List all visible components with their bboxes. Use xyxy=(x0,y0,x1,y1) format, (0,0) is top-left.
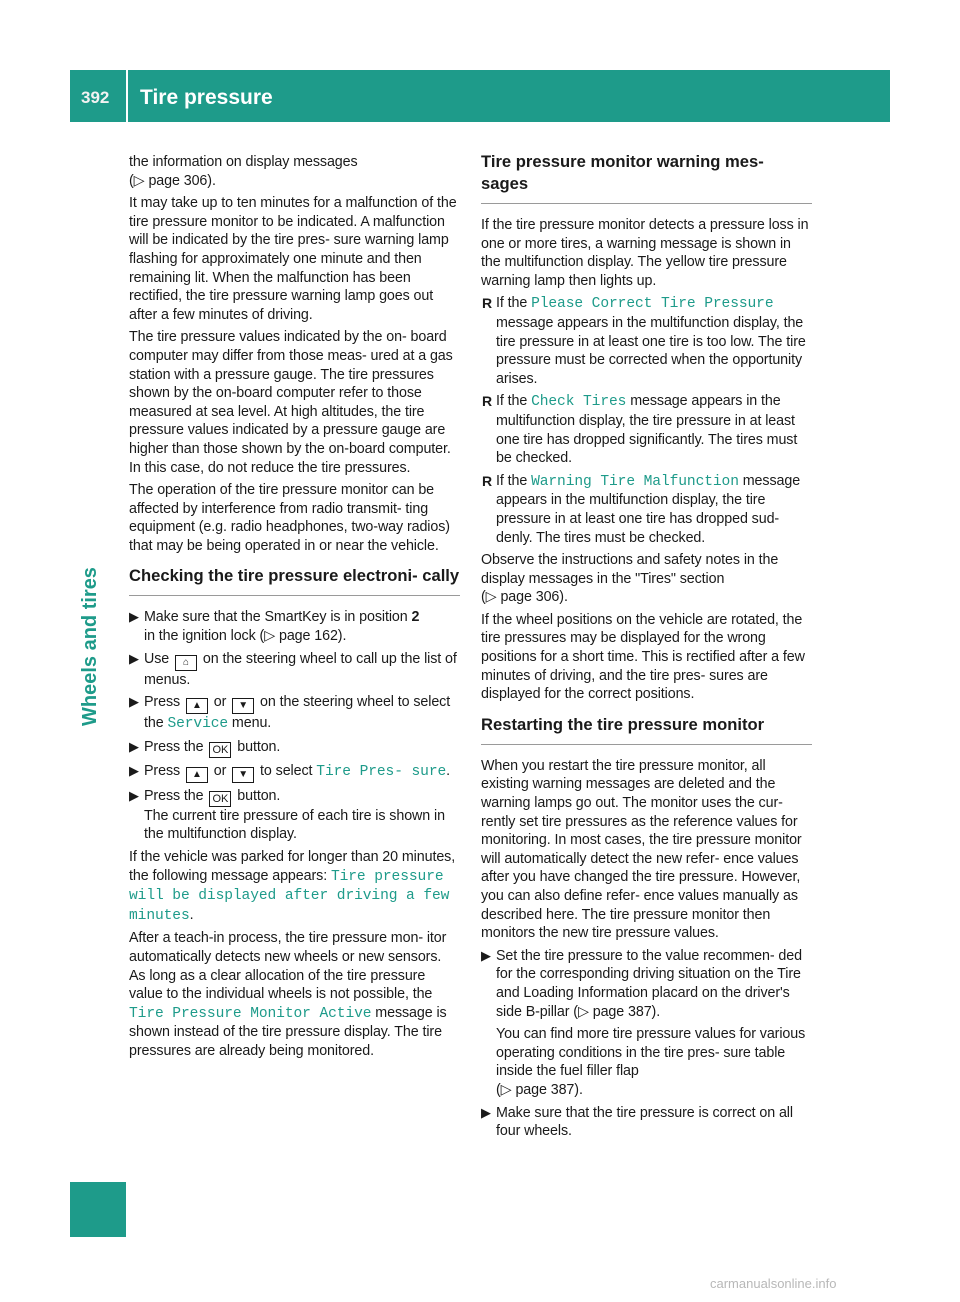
step-item: ▶ Press the OK button. The current tire pressure of each tire is shown in the multifunction display. xyxy=(129,787,445,843)
up-key-icon: ▲ xyxy=(186,698,208,714)
paragraph: the information on display messages (▷ page 306). xyxy=(129,154,358,189)
page-ref-icon: ▷ xyxy=(500,1081,512,1098)
step-item: ▶ Make sure that the tire pressure is correct on all four wheels. xyxy=(481,1104,793,1140)
page-title: Tire pressure xyxy=(140,86,273,109)
arrow-icon: ▶ xyxy=(481,947,491,963)
paragraph: When you restart the tire pressure monitor, all existing warning messages are deleted and the warning lamps go out. The monitor uses the cur- rently set tire pressures as the reference values for monitoring. In most cases, the tire pressure monitor will automatically detect the new refer- ence values after you have changed the tire pressure. However, you can also define refer- ence values manually as described here. The tire pressure monitor then monitors the new tire pressure values. xyxy=(481,757,802,942)
page-ref-icon: ▷ xyxy=(577,1003,589,1020)
arrow-icon: ▶ xyxy=(129,609,139,625)
up-key-icon: ▲ xyxy=(186,767,208,783)
arrow-icon: ▶ xyxy=(129,650,139,666)
arrow-icon: ▶ xyxy=(129,787,139,803)
section-heading: Restarting the tire pressure monitor xyxy=(481,714,765,734)
page-number: 392 xyxy=(81,88,110,107)
heading-rule xyxy=(481,744,812,745)
arrow-icon: ▶ xyxy=(129,738,139,754)
paragraph: Observe the instructions and safety notes in the display messages in the "Tires" section (▷ page 306). xyxy=(481,552,779,606)
home-icon: ⌂ xyxy=(175,655,197,671)
heading-rule xyxy=(481,203,812,204)
left-column xyxy=(129,153,460,1065)
page-ref-icon: ▷ xyxy=(264,628,276,645)
page-ref-icon: ▷ xyxy=(485,589,497,606)
arrow-icon: ▶ xyxy=(129,762,139,778)
paragraph: If the vehicle was parked for longer than 20 minutes, the following message appears: Tire pressure will be displayed after driving a few minutes. xyxy=(129,849,456,924)
bullet-icon: R xyxy=(482,472,493,489)
paragraph: After a teach-in process, the tire pressure mon- itor automatically detects new wheels or new sensors. As long as a clear allocation of the tire pressure value to the individual wheels is not possible, the Tire Pressure Monitor Active message is shown instead of the tire pressure display. The tire pressures are already being monitored. xyxy=(129,930,447,1059)
watermark: carmanualsonline.info xyxy=(710,1276,837,1291)
bullet-icon: R xyxy=(482,295,493,312)
right-column xyxy=(481,151,812,1145)
heading-rule xyxy=(129,595,460,596)
paragraph: The tire pressure values indicated by the on- board computer may differ from those meas- ured at a gas station with a pressure gauge. The tire pressures shown by the on-board computer refer to those measured at sea level. At high altitudes, the tire pressure values indicated by a pressure gauge are higher than those shown by the on-board computer. In this case, do not reduce the tire pressures. xyxy=(129,329,453,476)
paragraph: It may take up to ten minutes for a malfunction of the tire pressure monitor to be indicated. A malfunction will be indicated by the tire pres- sure warning lamp flashing for approximately one minute and then remaining lit. When the malfunction has been rectified, the tire pressure warning lamp goes out after a few minutes of driving. xyxy=(129,195,457,323)
paragraph: The operation of the tire pressure monitor can be affected by interference from radio transmit- ting equipment (e.g. radio headphones, two-way radios) that may be being operated in or near the vehicle. xyxy=(129,482,450,554)
ok-key-icon: OK xyxy=(209,742,231,758)
paragraph: If the tire pressure monitor detects a pressure loss in one or more tires, a warning message is shown in the multifunction display. The yellow tire pressure warning lamp then lights up. xyxy=(481,217,809,289)
section-tab-label xyxy=(78,702,98,726)
bullet-icon: R xyxy=(482,393,493,410)
bullet-item: R If the Check Tires message appears in the multifunction display, the tire pressure in at least one tire has dropped significantly. The tires must be checked. xyxy=(482,393,798,467)
paragraph: If the wheel positions on the vehicle are rotated, the tire pressures may be displayed for the wrong positions for a short time. This is rectified after a few minutes of driving, and the tire pres- sures are displayed for the correct positions. xyxy=(481,611,805,703)
section-tab-marker xyxy=(70,1182,126,1237)
step-item: ▶ Make sure that the SmartKey is in position 2 in the ignition lock (▷ page 162). xyxy=(129,609,420,645)
bullet-item: R If the Warning Tire Malfunction message appears in the multifunction display, the tire pressure in at least one tire has dropped sud- denly. The tires must be checked. xyxy=(482,472,801,546)
step-item: ▶ Press the OK button. xyxy=(129,738,281,756)
ok-key-icon: OK xyxy=(209,791,231,807)
step-item: ▶ Use ⌂ on the steering wheel to call up the list of menus. xyxy=(129,650,457,688)
down-key-icon: ▼ xyxy=(232,767,254,783)
step-item: ▶ Press ▲ or ▼ on the steering wheel to select the Service menu. xyxy=(129,694,451,733)
step-item: ▶ Set the tire pressure to the value recommen- ded for the corresponding driving situation on the Tire and Loading Information placard on the driver's side B-pillar (▷ page 387). You can find more tire pressure values for various operating conditions in the tire pres- sure table inside the fuel filler flap (▷ page 387). xyxy=(481,947,806,1098)
arrow-icon: ▶ xyxy=(481,1104,491,1120)
section-heading: Checking the tire pressure electroni- cally xyxy=(129,566,460,586)
down-key-icon: ▼ xyxy=(232,698,254,714)
arrow-icon: ▶ xyxy=(129,694,139,710)
step-item: ▶ Press ▲ or ▼ to select Tire Pres‐ sure. xyxy=(129,762,460,783)
section-heading: Tire pressure monitor warning mes- sages xyxy=(481,152,764,193)
bullet-item: R If the Please Correct Tire Pressure message appears in the multifunction display, the tire pressure in at least one tire is too low. The tire pressure must be corrected when the opportunity arises. xyxy=(482,295,806,387)
page-ref-icon: ▷ xyxy=(133,172,145,189)
header-divider xyxy=(126,70,128,122)
